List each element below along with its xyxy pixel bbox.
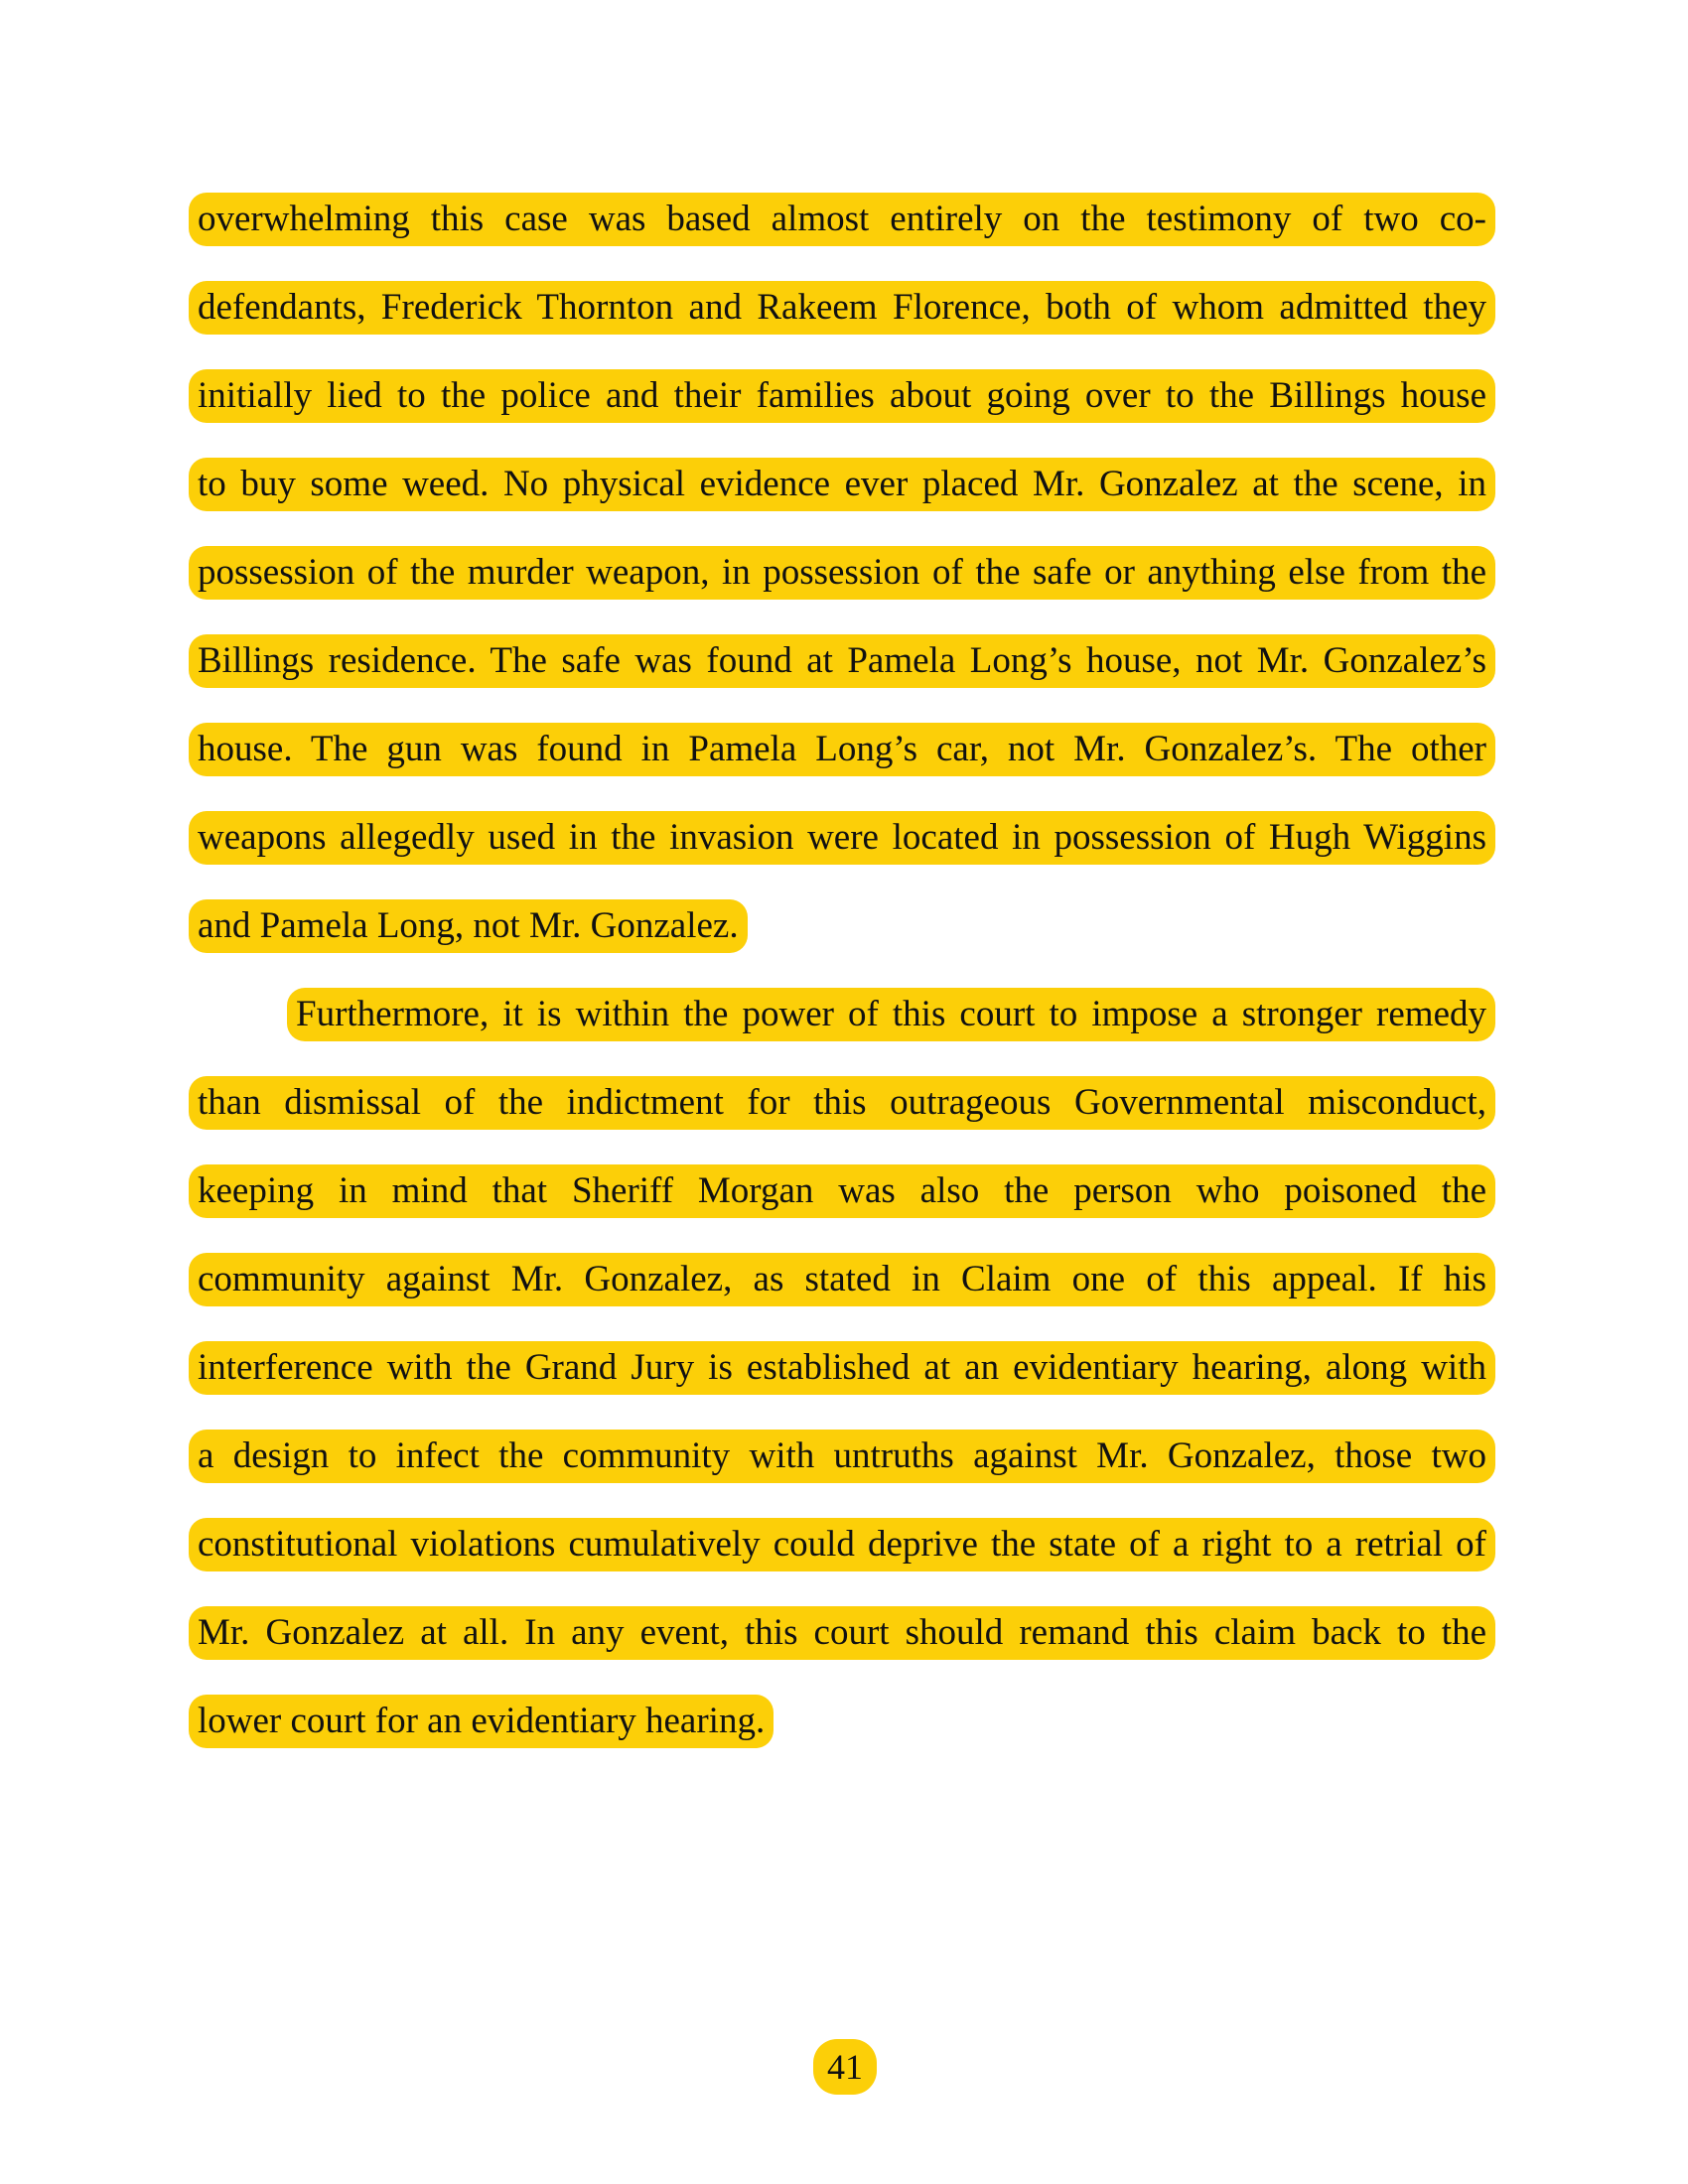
highlighted-text: defendants, Frederick Thornton and Rakeem Florence, both of whom admitted they [189, 281, 1495, 335]
text-line [189, 458, 1495, 511]
text-line [189, 1695, 1495, 1748]
highlighted-text: overwhelming this case was based almost entirely on the testimony of two co- [189, 193, 1495, 246]
highlighted-text: Mr. Gonzalez at all. In any event, this court should remand this claim back to the [189, 1606, 1495, 1660]
highlighted-text: lower court for an evidentiary hearing. [189, 1695, 774, 1748]
highlighted-text: weapons allegedly used in the invasion were located in possession of Hugh Wiggins [189, 811, 1495, 865]
text-line [189, 546, 1495, 600]
text-line [189, 281, 1495, 335]
text-line [189, 1253, 1495, 1306]
text-line [287, 988, 1495, 1041]
highlighted-text: community against Mr. Gonzalez, as stated in Claim one of this appeal. If his [189, 1253, 1495, 1306]
text-line [189, 723, 1495, 776]
highlighted-text: interference with the Grand Jury is established at an evidentiary hearing, along with [189, 1341, 1495, 1395]
page-number: 41 [813, 2039, 877, 2095]
text-line [189, 1164, 1495, 1218]
text-line [189, 811, 1495, 865]
highlighted-text: a design to infect the community with untruths against Mr. Gonzalez, those two [189, 1430, 1495, 1483]
highlighted-text: Furthermore, it is within the power of this court to impose a stronger remedy [287, 988, 1495, 1041]
text-line [189, 1341, 1495, 1395]
highlighted-text: and Pamela Long, not Mr. Gonzalez. [189, 899, 748, 953]
text-line [189, 1076, 1495, 1130]
highlighted-text: keeping in mind that Sheriff Morgan was also the person who poisoned the [189, 1164, 1495, 1218]
highlighted-text: initially lied to the police and their families about going over to the Billings house [189, 369, 1495, 423]
text-line [189, 1430, 1495, 1483]
text-line [189, 1518, 1495, 1571]
text-line [189, 193, 1495, 246]
text-line [189, 1606, 1495, 1660]
highlighted-text: to buy some weed. No physical evidence ever placed Mr. Gonzalez at the scene, in [189, 458, 1495, 511]
highlighted-text: Billings residence. The safe was found at Pamela Long’s house, not Mr. Gonzalez’s [189, 634, 1495, 688]
highlighted-text: possession of the murder weapon, in possession of the safe or anything else from the [189, 546, 1495, 600]
highlighted-text: house. The gun was found in Pamela Long’s car, not Mr. Gonzalez’s. The other [189, 723, 1495, 776]
text-line [189, 899, 1495, 953]
text-line [189, 369, 1495, 423]
highlighted-text: constitutional violations cumulatively could deprive the state of a right to a retrial of [189, 1518, 1495, 1571]
highlighted-text: than dismissal of the indictment for this outrageous Governmental misconduct, [189, 1076, 1495, 1130]
text-line [189, 634, 1495, 688]
